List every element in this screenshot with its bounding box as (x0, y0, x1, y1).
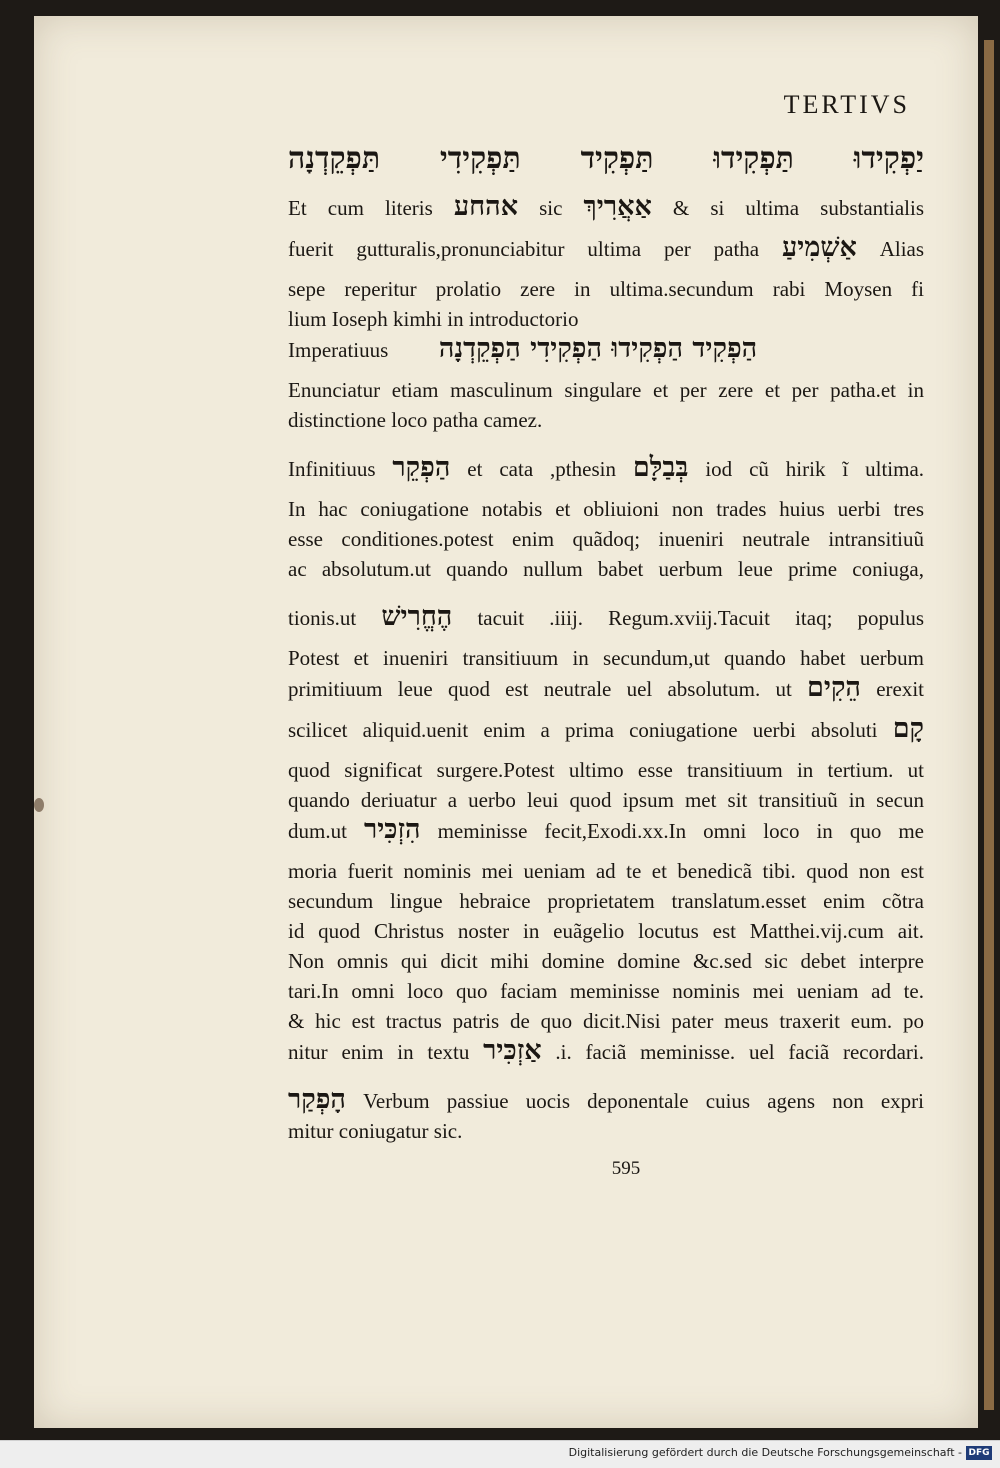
hebrew-word: הֶחֱרִישׁ (381, 602, 453, 632)
text-line: moria fuerit nominis mei ueniam ad te et benedicã tibi. quod non est (288, 859, 924, 883)
text-line: Enunciatur etiam masculinum singulare et per zere et per patha.et in (288, 378, 924, 402)
text-line: quando deriuatur a uerbo leui quod ipsum met sit transitiuũ in secun (288, 788, 924, 812)
footer-credit: Digitalisierung gefördert durch die Deutsche Forschungsgemeinschaft - (568, 1446, 962, 1459)
hebrew-imperative: הַפְקִיד הַפְקִידוּ הַפְקִידִי הַפְקֵדְנָה (438, 334, 758, 364)
hebrew-word: אהחע (453, 192, 519, 222)
text-line: In hac coniugatione notabis et obliuioni non trades huius uerbi tres (288, 497, 924, 521)
hebrew-word: בְּבַלָּם (632, 453, 689, 483)
hebrew-word: אַזְכִּיר (483, 1036, 542, 1066)
footer-bar (0, 1440, 1000, 1468)
text-line: primitiuum leue quod est neutrale uel absolutum. ut הֵקִים erexit (288, 673, 924, 703)
text-line: Potest et inueniri transitiuum in secundum,ut quando habet uerbum (288, 646, 924, 670)
text-line: scilicet aliquid.uenit enim a prima coniugatione uerbi absoluti קָם (288, 714, 924, 744)
dfg-logo-icon[interactable]: DFG (966, 1446, 992, 1460)
running-head: TERTIVS (783, 90, 910, 119)
folio-number: 595 (611, 1158, 641, 1179)
hebrew-word: הַפְקֵר (392, 453, 451, 483)
hebrew-word: אַשְׁמִיעַ (781, 233, 857, 263)
paper-mark (34, 798, 44, 812)
text-line: Imperatiuus הַפְקִיד הַפְקִידוּ הַפְקִידִי הַפְקֵדְנָה (288, 334, 758, 364)
page-text-block (288, 90, 924, 1184)
hebrew-paradigm-row: יַפְקִידוּ תַּפְקִידוּ תַּפְקִיד תַּפְקִידִי תַּפְקֵדְנָה (288, 141, 924, 176)
hebrew-word: קָם (892, 714, 924, 744)
text-line: lium Ioseph kimhi in introductorio (288, 307, 579, 331)
text-line: & hic est tractus patris de quo dicit.Nisi pater meus traxerit eum. po (288, 1009, 924, 1033)
text-line: tari.In omni loco quo faciam meminisse nominis mei ueniam ad te. (288, 979, 924, 1003)
text-line: הָפְקַר Verbum passiue uocis deponentale cuius agens non expri (288, 1085, 924, 1115)
text-line: id quod Christus noster in euãgelio locutus est Matthei.vij.cum ait. (288, 919, 924, 943)
text-line: tionis.ut הֶחֱרִישׁ tacuit .iiij. Regum.xviij.Tacuit itaq; populus (288, 602, 924, 632)
hebrew-word: אַאֲרִיךְ (583, 192, 652, 222)
hebrew-word: הָפְקַר (288, 1085, 346, 1115)
hebrew-word: הִזְכִּיר (363, 815, 421, 845)
text-line: quod significat surgere.Potest ultimo esse transitiuum in tertium. ut (288, 758, 924, 782)
text-line: ac absolutum.ut quando nullum babet uerbum leue prime coniuga, (288, 557, 924, 581)
page-edge (984, 40, 994, 1410)
text-line: mitur coniugatur sic. (288, 1119, 463, 1143)
text-line: secundum lingue hebraice proprietatem translatum.esset enim cõtra (288, 889, 924, 913)
text-line: dum.ut הִזְכִּיר meminisse fecit,Exodi.xx.In omni loco in quo me (288, 815, 924, 845)
text-line: Non omnis qui dicit mihi domine domine &c.sed sic debet interpre (288, 949, 924, 973)
text-line: fuerit gutturalis,pronunciabitur ultima per patha אַשְׁמִיעַ Alias (288, 233, 924, 263)
text-line: Et cum literis אהחע sic אַאֲרִיךְ & si ultima substantialis (288, 192, 924, 222)
text-line: Infinitiuus הַפְקֵר et cata ,pthesin בְּבַלָּם iod cũ hirik ĩ ultima. (288, 453, 924, 483)
text-line: esse conditiones.potest enim quãdoq; inueniri neutrale intransitiuũ (288, 527, 924, 551)
text-line: nitur enim in textu אַזְכִּיר .i. faciã meminisse. uel faciã recordari. (288, 1036, 924, 1066)
hebrew-word: הֵקִים (807, 673, 861, 703)
text-line: sepe reperitur prolatio zere in ultima.secundum rabi Moysen fi (288, 277, 924, 301)
text-line: distinctione loco patha camez. (288, 408, 543, 432)
